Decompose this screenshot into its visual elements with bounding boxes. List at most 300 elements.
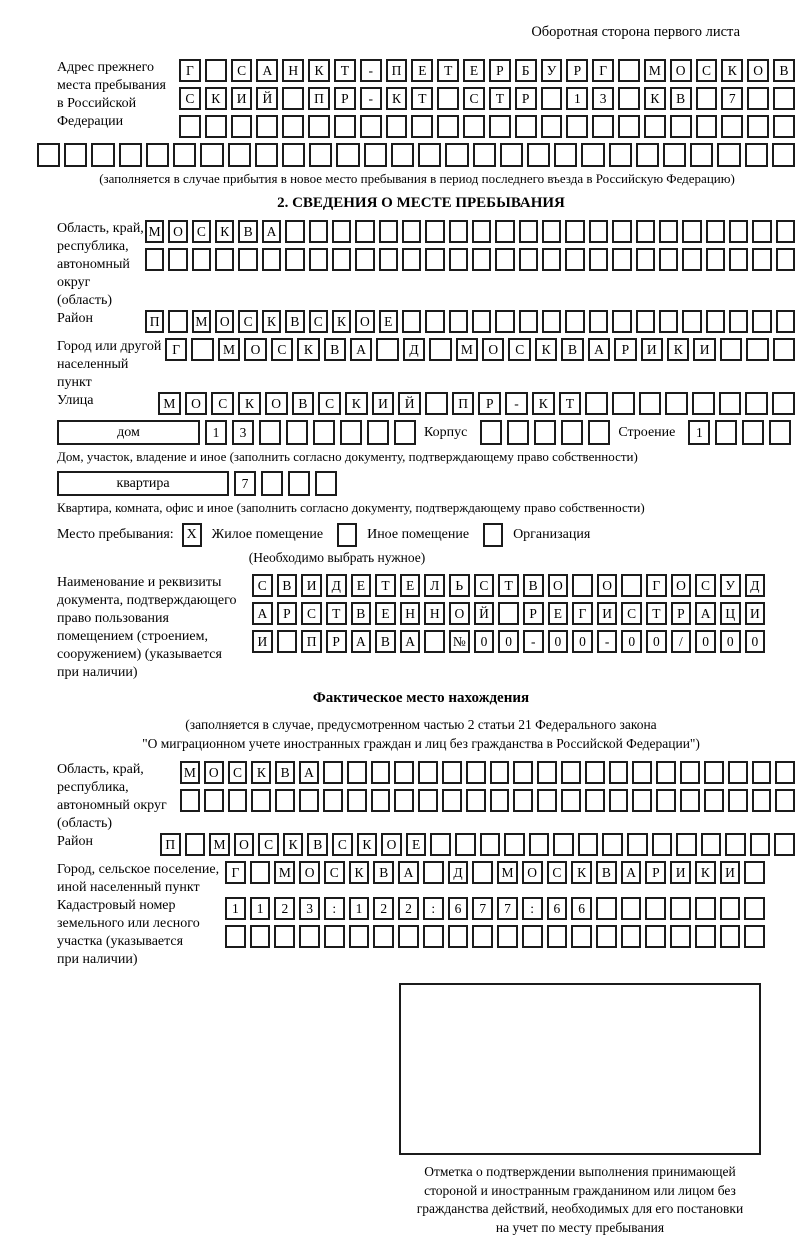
char-cell[interactable]: К <box>349 861 370 884</box>
char-cell[interactable] <box>656 789 676 812</box>
char-cell[interactable] <box>670 115 692 138</box>
char-cell[interactable]: 7 <box>497 897 518 920</box>
char-cell[interactable]: К <box>532 392 555 415</box>
char-cell[interactable] <box>376 338 398 361</box>
char-cell[interactable]: 1 <box>688 420 710 445</box>
char-cell[interactable] <box>609 789 629 812</box>
char-cell[interactable] <box>251 789 271 812</box>
char-cell[interactable] <box>747 87 769 110</box>
char-cell[interactable]: К <box>357 833 378 856</box>
char-cell[interactable] <box>423 861 444 884</box>
char-cell[interactable]: У <box>720 574 741 597</box>
char-cell[interactable]: В <box>275 761 295 784</box>
char-cell[interactable] <box>445 143 468 167</box>
char-cell[interactable] <box>720 338 742 361</box>
char-cell[interactable] <box>553 833 574 856</box>
char-cell[interactable]: Т <box>646 602 667 625</box>
char-cell[interactable] <box>225 925 246 948</box>
char-cell[interactable] <box>472 220 491 243</box>
char-cell[interactable] <box>367 420 389 445</box>
char-cell[interactable]: Й <box>474 602 495 625</box>
char-cell[interactable]: П <box>386 59 408 82</box>
char-cell[interactable]: Т <box>334 59 356 82</box>
char-cell[interactable] <box>742 420 764 445</box>
char-cell[interactable] <box>371 789 391 812</box>
char-cell[interactable]: Е <box>406 833 427 856</box>
char-cell[interactable]: В <box>277 574 298 597</box>
char-cell[interactable]: : <box>423 897 444 920</box>
char-cell[interactable]: С <box>695 574 716 597</box>
char-cell[interactable] <box>146 143 169 167</box>
char-cell[interactable] <box>402 310 421 333</box>
char-cell[interactable]: С <box>192 220 211 243</box>
char-cell[interactable] <box>541 115 563 138</box>
char-cell[interactable] <box>656 761 676 784</box>
char-cell[interactable]: М <box>456 338 478 361</box>
char-cell[interactable]: К <box>721 59 743 82</box>
char-cell[interactable]: А <box>400 630 421 653</box>
char-cell[interactable]: В <box>285 310 304 333</box>
char-cell[interactable] <box>423 925 444 948</box>
char-cell[interactable] <box>728 789 748 812</box>
char-cell[interactable] <box>773 115 795 138</box>
char-cell[interactable]: 2 <box>373 897 394 920</box>
char-cell[interactable]: Г <box>646 574 667 597</box>
char-cell[interactable]: А <box>252 602 273 625</box>
char-cell[interactable] <box>609 143 632 167</box>
char-cell[interactable]: О <box>671 574 692 597</box>
char-cell[interactable]: Г <box>225 861 246 884</box>
char-cell[interactable] <box>275 789 295 812</box>
char-cell[interactable]: О <box>204 761 224 784</box>
char-cell[interactable] <box>632 761 652 784</box>
char-cell[interactable] <box>621 574 642 597</box>
char-cell[interactable]: У <box>541 59 563 82</box>
char-cell[interactable]: О <box>548 574 569 597</box>
char-cell[interactable] <box>347 789 367 812</box>
char-cell[interactable] <box>394 789 414 812</box>
char-cell[interactable]: Ц <box>720 602 741 625</box>
char-cell[interactable]: А <box>350 338 372 361</box>
char-cell[interactable]: Р <box>478 392 501 415</box>
char-cell[interactable] <box>309 248 328 271</box>
char-cell[interactable]: Р <box>277 602 298 625</box>
char-cell[interactable]: О <box>747 59 769 82</box>
char-cell[interactable] <box>228 143 251 167</box>
char-cell[interactable] <box>507 420 529 445</box>
char-cell[interactable]: В <box>561 338 583 361</box>
char-cell[interactable] <box>185 833 206 856</box>
char-cell[interactable]: Е <box>379 310 398 333</box>
char-cell[interactable] <box>495 248 514 271</box>
char-cell[interactable] <box>534 420 556 445</box>
char-cell[interactable] <box>360 115 382 138</box>
char-cell[interactable] <box>411 115 433 138</box>
char-cell[interactable]: Н <box>424 602 445 625</box>
char-cell[interactable]: И <box>301 574 322 597</box>
char-cell[interactable] <box>282 115 304 138</box>
char-cell[interactable] <box>448 925 469 948</box>
char-cell[interactable] <box>274 925 295 948</box>
char-cell[interactable]: С <box>474 574 495 597</box>
char-cell[interactable] <box>561 761 581 784</box>
char-cell[interactable] <box>373 925 394 948</box>
char-cell[interactable]: Р <box>671 602 692 625</box>
char-cell[interactable] <box>250 925 271 948</box>
char-cell[interactable]: - <box>505 392 528 415</box>
char-cell[interactable]: Д <box>403 338 425 361</box>
char-cell[interactable] <box>542 248 561 271</box>
char-cell[interactable]: М <box>218 338 240 361</box>
char-cell[interactable]: / <box>671 630 692 653</box>
char-cell[interactable] <box>91 143 114 167</box>
char-cell[interactable]: Р <box>515 87 537 110</box>
char-cell[interactable] <box>659 310 678 333</box>
char-cell[interactable]: И <box>745 602 766 625</box>
char-cell[interactable]: А <box>398 861 419 884</box>
char-cell[interactable] <box>386 115 408 138</box>
char-cell[interactable] <box>463 115 485 138</box>
char-cell[interactable]: К <box>283 833 304 856</box>
char-cell[interactable] <box>695 897 716 920</box>
char-cell[interactable] <box>340 420 362 445</box>
char-cell[interactable] <box>621 925 642 948</box>
char-cell[interactable]: 0 <box>646 630 667 653</box>
char-cell[interactable] <box>425 310 444 333</box>
char-cell[interactable]: К <box>695 861 716 884</box>
char-cell[interactable] <box>721 115 743 138</box>
char-cell[interactable]: П <box>301 630 322 653</box>
char-cell[interactable] <box>752 761 772 784</box>
char-cell[interactable] <box>752 248 771 271</box>
char-cell[interactable]: К <box>667 338 689 361</box>
char-cell[interactable] <box>776 220 795 243</box>
char-cell[interactable]: Ь <box>449 574 470 597</box>
char-cell[interactable] <box>682 220 701 243</box>
char-cell[interactable]: 1 <box>250 897 271 920</box>
char-cell[interactable] <box>752 220 771 243</box>
char-cell[interactable] <box>215 248 234 271</box>
char-cell[interactable] <box>775 789 795 812</box>
char-cell[interactable] <box>277 630 298 653</box>
char-cell[interactable]: 0 <box>474 630 495 653</box>
char-cell[interactable] <box>466 789 486 812</box>
char-cell[interactable]: А <box>262 220 281 243</box>
char-cell[interactable]: С <box>179 87 201 110</box>
char-cell[interactable]: Е <box>463 59 485 82</box>
char-cell[interactable]: М <box>209 833 230 856</box>
char-cell[interactable]: О <box>355 310 374 333</box>
char-cell[interactable]: А <box>351 630 372 653</box>
char-cell[interactable]: Т <box>559 392 582 415</box>
char-cell[interactable]: № <box>449 630 470 653</box>
char-cell[interactable]: П <box>145 310 164 333</box>
char-cell[interactable]: 1 <box>225 897 246 920</box>
char-cell[interactable] <box>472 248 491 271</box>
char-cell[interactable] <box>394 761 414 784</box>
char-cell[interactable] <box>596 897 617 920</box>
char-cell[interactable] <box>663 143 686 167</box>
char-cell[interactable] <box>64 143 87 167</box>
char-cell[interactable]: О <box>244 338 266 361</box>
char-cell[interactable] <box>541 87 563 110</box>
char-cell[interactable] <box>589 220 608 243</box>
char-cell[interactable] <box>250 861 271 884</box>
char-cell[interactable]: В <box>773 59 795 82</box>
char-cell[interactable] <box>729 220 748 243</box>
char-cell[interactable]: С <box>271 338 293 361</box>
char-cell[interactable] <box>720 897 741 920</box>
char-cell[interactable]: К <box>345 392 368 415</box>
char-cell[interactable]: М <box>180 761 200 784</box>
char-cell[interactable] <box>228 789 248 812</box>
char-cell[interactable] <box>204 789 224 812</box>
char-cell[interactable]: - <box>597 630 618 653</box>
char-cell[interactable]: В <box>307 833 328 856</box>
char-cell[interactable] <box>334 115 356 138</box>
char-cell[interactable]: 0 <box>695 630 716 653</box>
char-cell[interactable] <box>670 897 691 920</box>
char-cell[interactable]: М <box>158 392 181 415</box>
char-cell[interactable] <box>180 789 200 812</box>
char-cell[interactable] <box>495 220 514 243</box>
char-cell[interactable]: 0 <box>720 630 741 653</box>
char-cell[interactable] <box>259 420 281 445</box>
char-cell[interactable] <box>472 861 493 884</box>
char-cell[interactable]: 3 <box>232 420 254 445</box>
char-cell[interactable] <box>398 925 419 948</box>
char-cell[interactable] <box>696 87 718 110</box>
char-cell[interactable]: - <box>360 59 382 82</box>
char-cell[interactable] <box>449 220 468 243</box>
char-cell[interactable]: К <box>571 861 592 884</box>
checkbox-other-premises[interactable] <box>337 523 357 547</box>
char-cell[interactable]: 7 <box>472 897 493 920</box>
char-cell[interactable]: Т <box>437 59 459 82</box>
char-cell[interactable] <box>168 248 187 271</box>
char-cell[interactable] <box>205 115 227 138</box>
char-cell[interactable]: Б <box>515 59 537 82</box>
char-cell[interactable] <box>472 925 493 948</box>
char-cell[interactable]: Т <box>326 602 347 625</box>
char-cell[interactable]: Л <box>424 574 445 597</box>
char-cell[interactable] <box>682 248 701 271</box>
char-cell[interactable]: И <box>693 338 715 361</box>
char-cell[interactable]: 2 <box>398 897 419 920</box>
char-cell[interactable]: К <box>251 761 271 784</box>
char-cell[interactable]: Е <box>411 59 433 82</box>
char-cell[interactable]: С <box>508 338 530 361</box>
char-cell[interactable] <box>585 761 605 784</box>
char-cell[interactable] <box>706 248 725 271</box>
char-cell[interactable] <box>750 833 771 856</box>
char-cell[interactable]: Д <box>326 574 347 597</box>
char-cell[interactable]: В <box>523 574 544 597</box>
char-cell[interactable] <box>472 310 491 333</box>
char-cell[interactable] <box>746 338 768 361</box>
char-cell[interactable] <box>323 761 343 784</box>
char-cell[interactable] <box>561 420 583 445</box>
char-cell[interactable] <box>715 420 737 445</box>
char-cell[interactable]: 0 <box>548 630 569 653</box>
char-cell[interactable]: Г <box>572 602 593 625</box>
char-cell[interactable] <box>282 143 305 167</box>
char-cell[interactable]: С <box>332 833 353 856</box>
char-cell[interactable]: Р <box>326 630 347 653</box>
char-cell[interactable] <box>418 789 438 812</box>
char-cell[interactable] <box>347 761 367 784</box>
char-cell[interactable] <box>168 310 187 333</box>
char-cell[interactable]: К <box>332 310 351 333</box>
char-cell[interactable]: В <box>292 392 315 415</box>
char-cell[interactable]: С <box>231 59 253 82</box>
char-cell[interactable]: О <box>381 833 402 856</box>
char-cell[interactable]: 1 <box>349 897 370 920</box>
char-cell[interactable] <box>379 248 398 271</box>
char-cell[interactable] <box>547 925 568 948</box>
char-cell[interactable]: Р <box>614 338 636 361</box>
char-cell[interactable] <box>776 248 795 271</box>
char-cell[interactable] <box>585 789 605 812</box>
char-cell[interactable] <box>515 115 537 138</box>
char-cell[interactable] <box>752 310 771 333</box>
char-cell[interactable] <box>720 925 741 948</box>
char-cell[interactable]: А <box>256 59 278 82</box>
char-cell[interactable]: Р <box>645 861 666 884</box>
char-cell[interactable] <box>670 925 691 948</box>
char-cell[interactable]: Н <box>282 59 304 82</box>
char-cell[interactable] <box>480 420 502 445</box>
char-cell[interactable] <box>565 310 584 333</box>
char-cell[interactable]: К <box>297 338 319 361</box>
char-cell[interactable]: С <box>238 310 257 333</box>
char-cell[interactable] <box>588 420 610 445</box>
char-cell[interactable]: С <box>228 761 248 784</box>
char-cell[interactable] <box>589 248 608 271</box>
char-cell[interactable] <box>449 248 468 271</box>
char-cell[interactable]: О <box>234 833 255 856</box>
char-cell[interactable] <box>585 392 608 415</box>
char-cell[interactable]: О <box>670 59 692 82</box>
char-cell[interactable]: О <box>597 574 618 597</box>
char-cell[interactable]: 7 <box>234 471 256 496</box>
char-cell[interactable]: 0 <box>745 630 766 653</box>
char-cell[interactable]: И <box>720 861 741 884</box>
char-cell[interactable]: А <box>695 602 716 625</box>
char-cell[interactable] <box>618 115 640 138</box>
char-cell[interactable]: С <box>463 87 485 110</box>
char-cell[interactable] <box>744 861 765 884</box>
char-cell[interactable] <box>729 248 748 271</box>
char-cell[interactable] <box>504 833 525 856</box>
char-cell[interactable] <box>692 392 715 415</box>
char-cell[interactable]: Д <box>745 574 766 597</box>
char-cell[interactable] <box>402 248 421 271</box>
char-cell[interactable] <box>119 143 142 167</box>
char-cell[interactable] <box>442 789 462 812</box>
char-cell[interactable]: П <box>452 392 475 415</box>
char-cell[interactable] <box>632 789 652 812</box>
char-cell[interactable] <box>391 143 414 167</box>
char-cell[interactable]: И <box>252 630 273 653</box>
char-cell[interactable] <box>618 87 640 110</box>
char-cell[interactable] <box>315 471 337 496</box>
char-cell[interactable] <box>682 310 701 333</box>
char-cell[interactable]: П <box>160 833 181 856</box>
char-cell[interactable]: С <box>696 59 718 82</box>
char-cell[interactable]: 6 <box>448 897 469 920</box>
char-cell[interactable] <box>704 761 724 784</box>
char-cell[interactable] <box>696 115 718 138</box>
char-cell[interactable]: В <box>238 220 257 243</box>
char-cell[interactable] <box>179 115 201 138</box>
char-cell[interactable] <box>288 471 310 496</box>
char-cell[interactable] <box>636 248 655 271</box>
char-cell[interactable] <box>690 143 713 167</box>
char-cell[interactable] <box>519 248 538 271</box>
char-cell[interactable]: 1 <box>566 87 588 110</box>
char-cell[interactable] <box>489 115 511 138</box>
char-cell[interactable] <box>578 833 599 856</box>
char-cell[interactable] <box>744 925 765 948</box>
char-cell[interactable] <box>612 220 631 243</box>
char-cell[interactable]: 3 <box>299 897 320 920</box>
char-cell[interactable] <box>706 310 725 333</box>
char-cell[interactable]: М <box>192 310 211 333</box>
char-cell[interactable]: К <box>205 87 227 110</box>
char-cell[interactable]: О <box>168 220 187 243</box>
char-cell[interactable]: М <box>497 861 518 884</box>
char-cell[interactable]: Г <box>592 59 614 82</box>
char-cell[interactable] <box>200 143 223 167</box>
char-cell[interactable] <box>772 143 795 167</box>
char-cell[interactable] <box>659 248 678 271</box>
char-cell[interactable] <box>676 833 697 856</box>
char-cell[interactable] <box>430 833 451 856</box>
char-cell[interactable] <box>612 392 635 415</box>
char-cell[interactable]: С <box>309 310 328 333</box>
char-cell[interactable] <box>728 761 748 784</box>
char-cell[interactable]: О <box>449 602 470 625</box>
char-cell[interactable] <box>173 143 196 167</box>
char-cell[interactable] <box>394 420 416 445</box>
char-cell[interactable] <box>285 220 304 243</box>
char-cell[interactable] <box>680 789 700 812</box>
char-cell[interactable]: 0 <box>498 630 519 653</box>
char-cell[interactable]: - <box>523 630 544 653</box>
char-cell[interactable] <box>561 789 581 812</box>
char-cell[interactable]: О <box>215 310 234 333</box>
char-cell[interactable]: О <box>299 861 320 884</box>
char-cell[interactable]: Т <box>489 87 511 110</box>
char-cell[interactable] <box>769 420 791 445</box>
char-cell[interactable] <box>645 925 666 948</box>
char-cell[interactable] <box>636 143 659 167</box>
char-cell[interactable] <box>323 789 343 812</box>
char-cell[interactable] <box>205 59 227 82</box>
char-cell[interactable] <box>636 220 655 243</box>
char-cell[interactable] <box>336 143 359 167</box>
char-cell[interactable]: А <box>621 861 642 884</box>
char-cell[interactable]: Р <box>334 87 356 110</box>
char-cell[interactable] <box>466 761 486 784</box>
char-cell[interactable]: 6 <box>571 897 592 920</box>
char-cell[interactable] <box>542 310 561 333</box>
char-cell[interactable] <box>565 248 584 271</box>
char-cell[interactable]: С <box>252 574 273 597</box>
char-cell[interactable] <box>402 220 421 243</box>
char-cell[interactable] <box>775 761 795 784</box>
